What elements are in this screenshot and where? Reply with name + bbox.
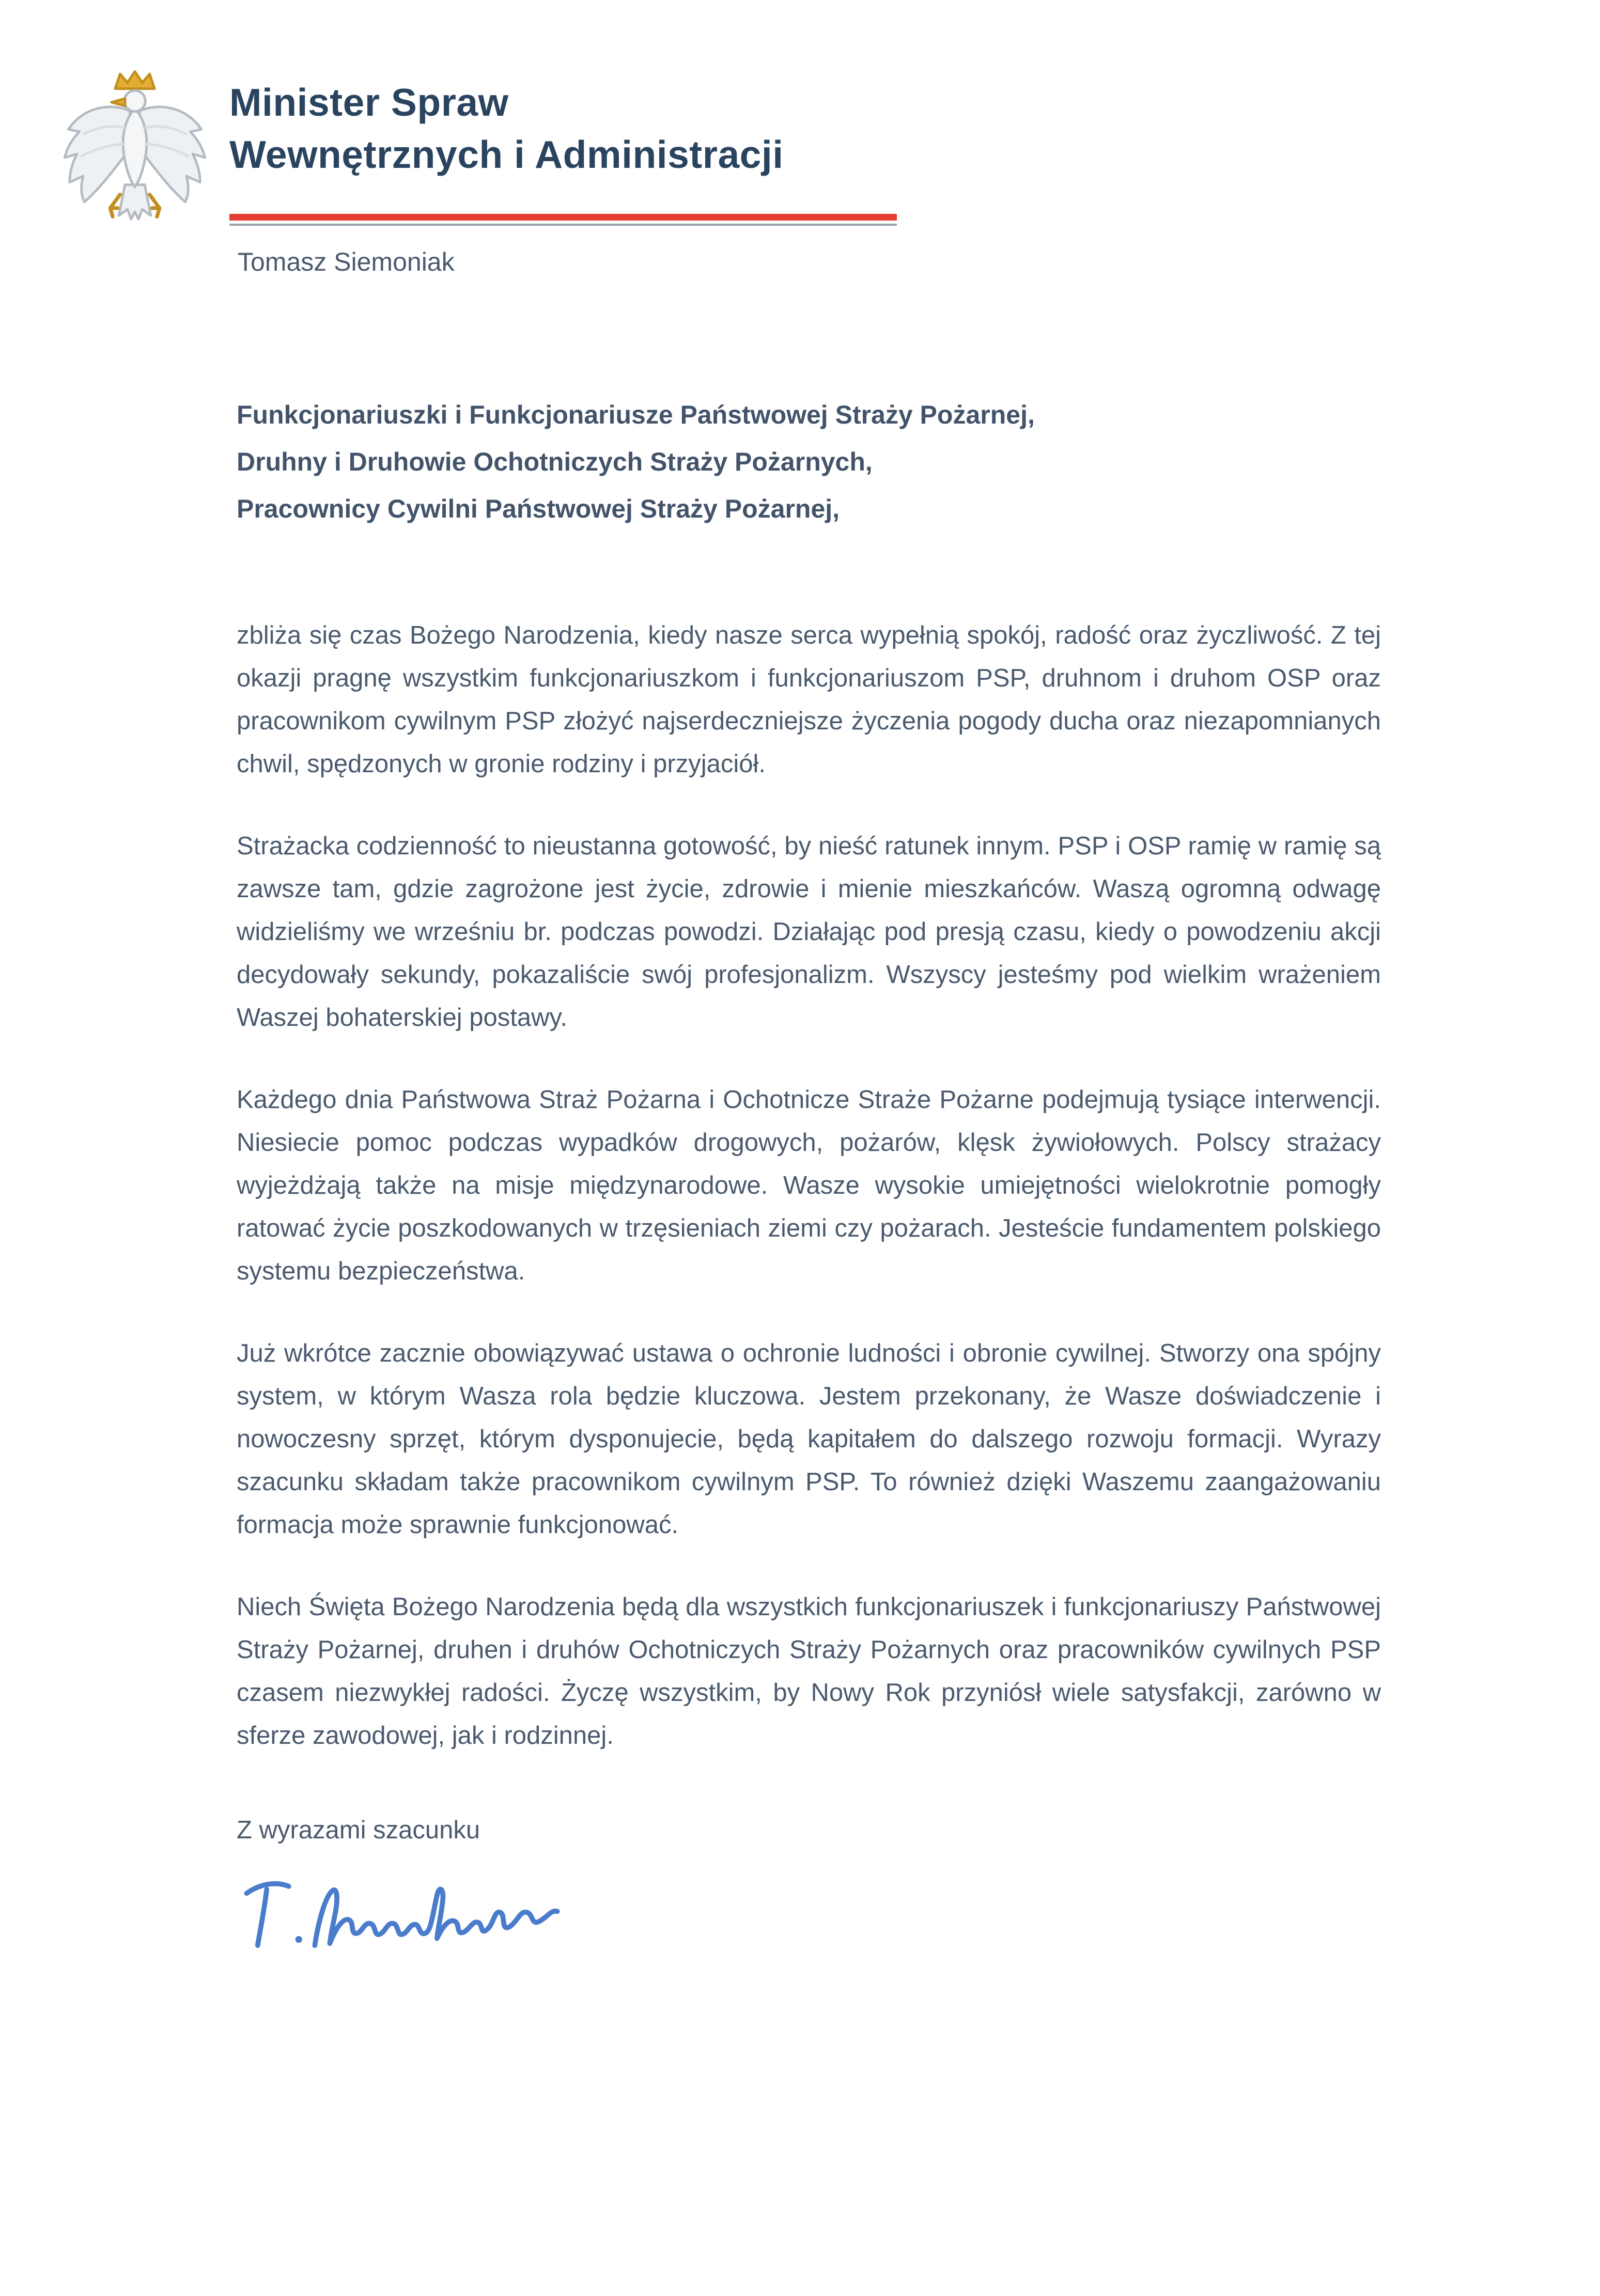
salutation-line: Druhny i Druhowie Ochotniczych Straży Pożarnych, [237, 447, 873, 476]
ministry-title-line2: Wewnętrznych i Administracji [229, 133, 784, 176]
header-rule-gray [229, 224, 897, 226]
header-rule-red [229, 214, 897, 221]
letter-paragraph: Już wkrótce zacznie obowiązywać ustawa o ochronie ludności i obronie cywilnej. Stworzy ona spójny system, w którym Wasza rola będzie kluczowa. Jestem przekonany, że Wasze doświadczenie i nowoczesny sprzęt, którym dysponujecie, będą kapitałem do dalszego rozwoju formacji. Wyrazy szacunku składam także pracownikom cywilnym PSP. To również dzięki Waszemu zaangażowaniu formacja może sprawnie funkcjonować. [237, 1339, 1381, 1539]
letter-paragraph: Niech Święta Bożego Narodzenia będą dla wszystkich funkcjonariuszek i funkcjonariuszy Państwowej Straży Pożarnej, druhen i druhów Ochotniczych Straży Pożarnych oraz pracowników cywilnych PSP czasem niezwykłej radości. Życzę wszystkim, by Nowy Rok przyniósł wiele satysfakcji, zarówno w sferze zawodowej, jak i rodzinnej. [237, 1593, 1381, 1750]
closing-line: Z wyrazami szacunku [237, 1816, 480, 1844]
signature-scrawl [237, 1865, 567, 1971]
minister-name: Tomasz Siemoniak [238, 247, 455, 276]
letter-paragraph: zbliża się czas Bożego Narodzenia, kiedy nasze serca wypełnią spokój, radość oraz życzliwość. Z tej okazji pragnę wszystkim funkcjonariuszkom i funkcjonariuszom PSP, druhnom i druhom OSP oraz pracownikom cywilnym PSP złożyć najserdeczniejsze życzenia pogody ducha oraz niezapomnianych chwil, spędzonych w gronie rodziny i przyjaciół. [237, 621, 1381, 778]
salutation [237, 392, 1381, 533]
letter-paragraph: Każdego dnia Państwowa Straż Pożarna i Ochotnicze Straże Pożarne podejmują tysiące interwencji. Niesiecie pomoc podczas wypadków drogowych, pożarów, klęsk żywiołowych. Polscy strażacy wyjeżdżają także na misje międzynarodowe. Wasze wysokie umiejętności wielokrotnie pomogły ratować życie poszkodowanych w trzęsieniach ziemi czy pożarach. Jesteście fundamentem polskiego systemu bezpieczeństwa. [237, 1086, 1381, 1285]
salutation-line: Funkcjonariuszki i Funkcjonariusze Państwowej Straży Pożarnej, [237, 400, 1035, 429]
salutation-line: Pracownicy Cywilni Państwowej Straży Pożarnej, [237, 494, 840, 523]
ministry-title [229, 76, 784, 181]
header-rule [229, 214, 897, 226]
letter-paragraph: Strażacka codzienność to nieustanna gotowość, by nieść ratunek innym. PSP i OSP ramię w ramię są zawsze tam, gdzie zagrożone jest życie, zdrowie i mienie mieszkańców. Waszą ogromną odwagę widzieliśmy we wrześniu br. podczas powodzi. Działając pod presją czasu, kiedy o powodzeniu akcji decydowały sekundy, pokazaliście swój profesjonalizm. Wszyscy jesteśmy pod wielkim wrażeniem Waszej bohaterskiej postawy. [237, 832, 1381, 1032]
ministry-title-line1: Minister Spraw [229, 81, 509, 124]
letter-body [237, 392, 1381, 1971]
coat-of-arms-icon [61, 66, 209, 242]
